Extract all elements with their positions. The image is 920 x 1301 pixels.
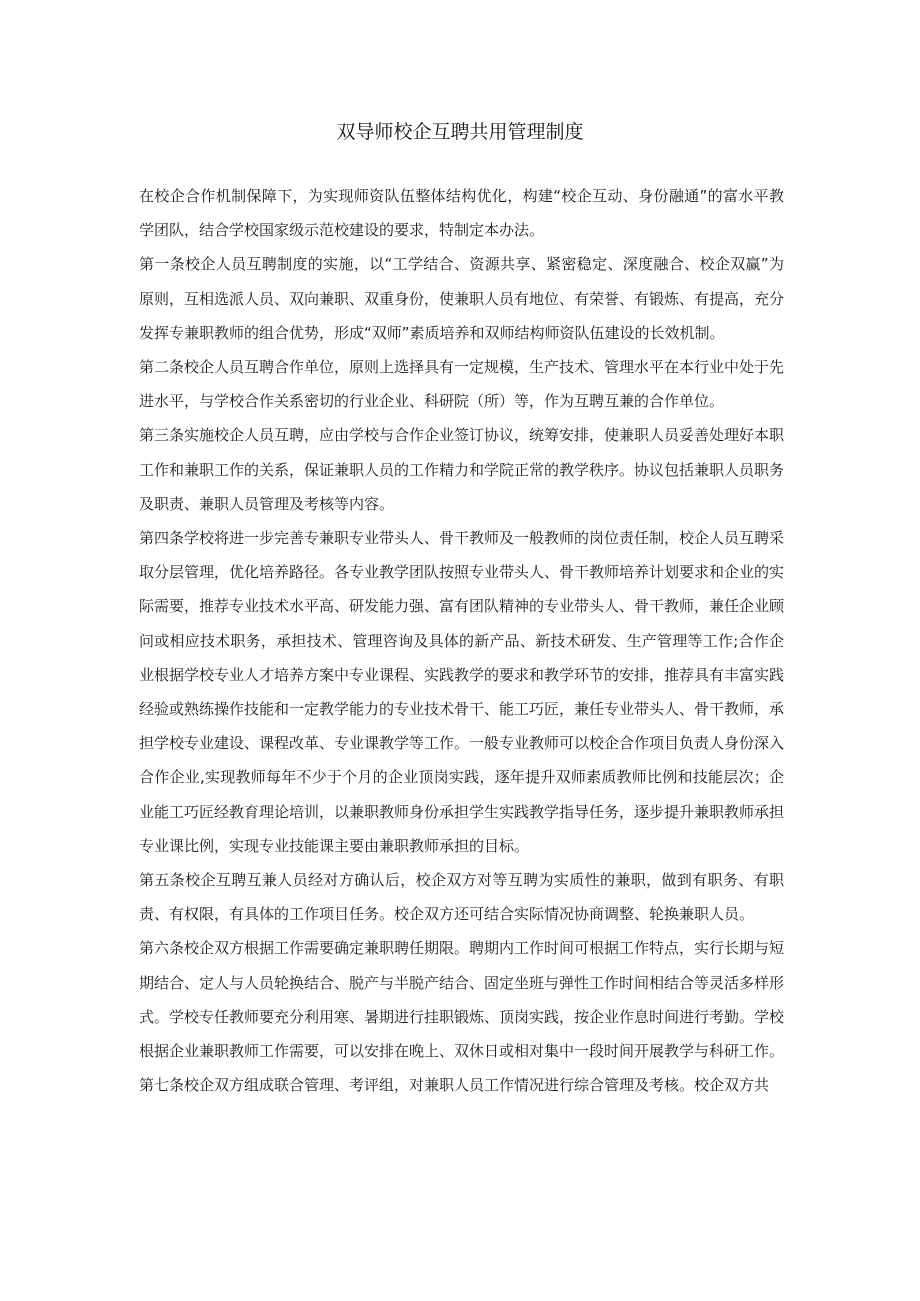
article-3-paragraph: 第三条实施校企人员互聘，应由学校与合作企业签订协议，统筹安排，使兼职人员妥善处理好本职工作和兼职工作的关系，保证兼职人员的工作精力和学院正常的教学秩序。协议包括兼职人员职务及职责、兼职人员管理及考核等内容。 xyxy=(139,426,785,513)
article-5-paragraph: 第五条校企互聘互兼人员经对方确认后，校企双方对等互聘为实质性的兼职，做到有职务、有职责、有权限，有具体的工作项目任务。校企双方还可结合实际情况协商调整、轮换兼职人员。 xyxy=(139,871,784,924)
article-6-paragraph: 第六条校企双方根据工作需要确定兼职聘任期限。聘期内工作时间可根据工作特点，实行长期与短期结合、定人与人员轮换结合、脱产与半脱产结合、固定坐班与弹性工作时间相结合等灵活多样形式。学校专任教师要充分利用寒、暑期进行挂职锻炼、顶岗实践，按企业作息时间进行考勤。学校根据企业兼职教师工作需要，可以安排在晚上、双休日或相对集中一段时间开展教学与科研工作。 xyxy=(139,939,785,1061)
article-4-paragraph: 第四条学校将进一步完善专兼职专业带头人、骨干教师及一般教师的岗位责任制，校企人员互聘采取分层管理，优化培养路径。各专业教学团队按照专业带头人、骨干教师培养计划要求和企业的实际需要，推荐专业技术水平高、研发能力强、富有团队精神的专业带头人、骨干教师，兼任企业顾问或相应技术职务，承担技术、管理咨询及具体的新产品、新技术研发、生产管理等工作;合作企业根据学校专业人才培养方案中专业课程、实践教学的要求和教学环节的安排，推荐具有丰富实践经验或熟练操作技能和一定教学能力的专业技术骨干、能工巧匠，兼任专业带头人、骨干教师，承担学校专业建设、课程改革、专业课教学等工作。一般专业教师可以校企合作项目负责人身份深入合作企业,实现教师每年不少于个月的企业顶岗实践，逐年提升双师素质教师比例和技能层次；企业能工巧匠经教育理论培训，以兼职教师身份承担学生实践教学指导任务，逐步提升兼职教师承担专业课比例，实现专业技能课主要由兼职教师承担的目标。 xyxy=(139,529,785,855)
article-2-paragraph: 第二条校企人员互聘合作单位，原则上选择具有一定规模，生产技术、管理水平在本行业中处于先进水平，与学校合作关系密切的行业企业、科研院（所）等，作为互聘互兼的合作单位。 xyxy=(139,358,785,411)
article-7-paragraph: 第七条校企双方组成联合管理、考评组，对兼职人员工作情况进行综合管理及考核。校企双方共 xyxy=(139,1076,770,1095)
document-title: 双导师校企互聘共用管理制度 xyxy=(336,121,584,143)
article-1-paragraph: 第一条校企人员互聘制度的实施，以“工学结合、资源共享、紧密稳定、深度融合、校企双赢”为原则，互相选派人员、双向兼职、双重身份，使兼职人员有地位、有荣誉、有锻炼、有提高，充分发挥专兼职教师的组合优势，形成“双师”素质培养和双师结构师资队伍建设的长效机制。 xyxy=(139,255,785,342)
intro-paragraph: 在校企合作机制保障下，为实现师资队伍整体结构优化，构建“校企互动、身份融通”的富水平教学团队，结合学校国家级示范校建设的要求，特制定本办法。 xyxy=(139,187,784,240)
document-body xyxy=(139,179,784,1102)
